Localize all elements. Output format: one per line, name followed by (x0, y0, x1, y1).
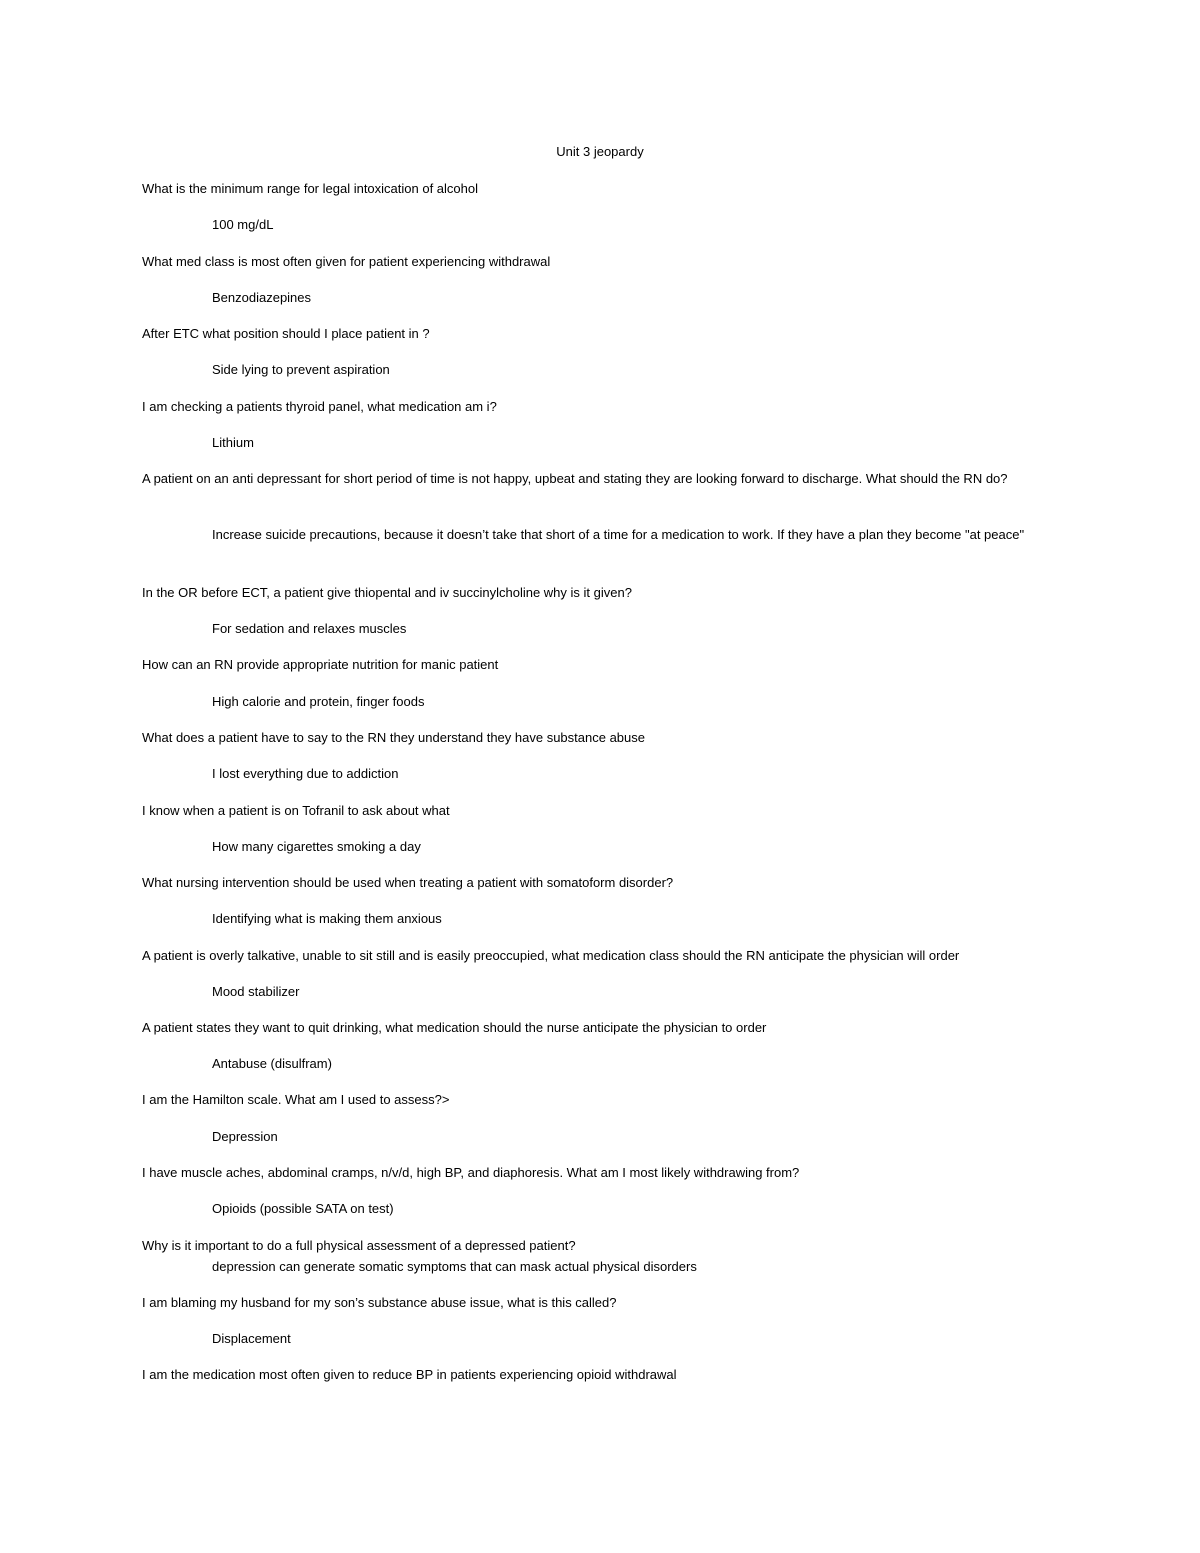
answer-8: I lost everything due to addiction (212, 766, 399, 781)
question-2: What med class is most often given for patient experiencing withdrawal (142, 254, 551, 269)
question-15: Why is it important to do a full physical assessment of a depressed patient? (142, 1238, 576, 1253)
answer-9: How many cigarettes smoking a day (212, 839, 421, 854)
answer-1: 100 mg/dL (212, 217, 274, 232)
answer-3: Side lying to prevent aspiration (212, 362, 390, 377)
answer-14: Opioids (possible SATA on test) (212, 1201, 394, 1216)
document-title: Unit 3 jeopardy (556, 144, 644, 159)
question-9: I know when a patient is on Tofranil to ask about what (142, 803, 450, 818)
question-4: I am checking a patients thyroid panel, what medication am i? (142, 399, 497, 414)
answer-5: Increase suicide precautions, because it doesn’t take that short of a time for a medication to work. If they have a plan they become "at peace" (212, 527, 1025, 542)
answer-10: Identifying what is making them anxious (212, 911, 442, 926)
question-13: I am the Hamilton scale. What am I used to assess?> (142, 1092, 450, 1107)
answer-2: Benzodiazepines (212, 290, 312, 305)
question-12: A patient states they want to quit drinking, what medication should the nurse anticipate the physician to order (142, 1020, 767, 1035)
question-5: A patient on an anti depressant for short period of time is not happy, upbeat and stating they are looking forward to discharge. What should the RN do? (142, 471, 1008, 486)
answer-11: Mood stabilizer (212, 984, 300, 999)
answer-16: Displacement (212, 1331, 291, 1346)
answer-7: High calorie and protein, finger foods (212, 694, 425, 709)
question-1: What is the minimum range for legal intoxication of alcohol (142, 181, 478, 196)
question-14: I have muscle aches, abdominal cramps, n/v/d, high BP, and diaphoresis. What am I most likely withdrawing from? (142, 1165, 800, 1180)
question-11: A patient is overly talkative, unable to sit still and is easily preoccupied, what medication class should the RN anticipate the physician will order (142, 948, 960, 963)
answer-13: Depression (212, 1129, 278, 1144)
question-7: How can an RN provide appropriate nutrition for manic patient (142, 657, 499, 672)
question-6: In the OR before ECT, a patient give thiopental and iv succinylcholine why is it given? (142, 585, 632, 600)
answer-15: depression can generate somatic symptoms that can mask actual physical disorders (212, 1259, 697, 1274)
answer-12: Antabuse (disulfram) (212, 1056, 332, 1071)
question-3: After ETC what position should I place patient in ? (142, 326, 430, 341)
question-10: What nursing intervention should be used when treating a patient with somatoform disorder? (142, 875, 674, 890)
answer-6: For sedation and relaxes muscles (212, 621, 407, 636)
question-8: What does a patient have to say to the RN they understand they have substance abuse (142, 730, 645, 745)
answer-4: Lithium (212, 435, 254, 450)
question-17: I am the medication most often given to reduce BP in patients experiencing opioid withdrawal (142, 1367, 677, 1382)
question-16: I am blaming my husband for my son’s substance abuse issue, what is this called? (142, 1295, 617, 1310)
